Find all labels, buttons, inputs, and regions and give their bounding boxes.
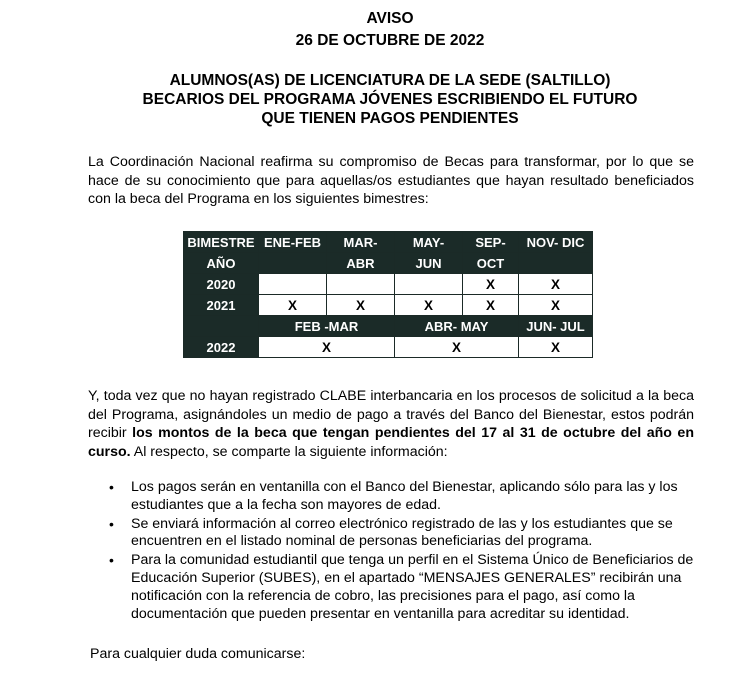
list-item-text: Se enviará información al correo electrónico registrado de las y los estudiantes que se encuentren en el listado nominal de personas beneficiarias del programa. bbox=[131, 515, 673, 550]
table-cell: X bbox=[463, 274, 519, 295]
header-cell: SEP- bbox=[463, 232, 519, 253]
info-bullet-list bbox=[106, 479, 696, 624]
header-cell: MAY- bbox=[395, 232, 463, 253]
table-cell: X bbox=[519, 274, 593, 295]
intro-paragraph: La Coordinación Nacional reafirma su compromiso de Becas para transformar, por lo que se hace de su conocimiento que para aquellas/os estudiantes que hayan resultado beneficiados con la beca del Programa en los siguientes bimestres: bbox=[88, 154, 694, 207]
table-row bbox=[184, 295, 593, 316]
payment-text-bold: los montos de la beca que tengan pendientes del 17 al 31 de octubre del año en curso. bbox=[88, 425, 694, 460]
list-item-text: Los pagos serán en ventanilla con el Banco del Bienestar, aplicando sólo para las y los estudiantes que a la fecha son mayores de edad. bbox=[131, 479, 678, 513]
table-header-row bbox=[184, 316, 593, 337]
year-cell: 2021 bbox=[184, 295, 259, 316]
header-cell bbox=[519, 253, 593, 274]
header-cell: JUN- JUL bbox=[519, 316, 593, 337]
table-cell bbox=[259, 274, 327, 295]
bullet-icon: • bbox=[109, 552, 114, 569]
contact-line: Para cualquier duda comunicarse: bbox=[90, 646, 306, 662]
table-header-row bbox=[184, 253, 593, 274]
header-cell: FEB -MAR bbox=[259, 316, 395, 337]
table-cell: X bbox=[395, 337, 519, 358]
table-cell bbox=[327, 274, 395, 295]
table-cell bbox=[395, 274, 463, 295]
title-line-1: ALUMNOS(AS) DE LICENCIATURA DE LA SEDE (SALTILLO) bbox=[169, 72, 611, 89]
header-cell: ABR bbox=[327, 253, 395, 274]
table-cell: X bbox=[519, 295, 593, 316]
table-row bbox=[184, 337, 593, 358]
header-cell: JUN bbox=[395, 253, 463, 274]
notice-title bbox=[0, 71, 746, 128]
table-cell: X bbox=[327, 295, 395, 316]
header-cell: OCT bbox=[463, 253, 519, 274]
header-cell bbox=[259, 253, 327, 274]
year-cell: 2022 bbox=[184, 337, 259, 358]
title-line-2: BECARIOS DEL PROGRAMA JÓVENES ESCRIBIENDO EL FUTURO bbox=[142, 91, 638, 108]
header-cell bbox=[184, 316, 259, 337]
list-item bbox=[106, 516, 696, 552]
payment-text-start: Y, toda vez que no hayan registrado CLABE interbancaria en los procesos de solicitud a la beca del Programa, asignándoles un medio de pago a través del Banco del Bienestar, estos podrán recibir bbox=[88, 388, 694, 441]
table-header-row bbox=[184, 232, 593, 253]
table-cell: X bbox=[519, 337, 593, 358]
notice-heading: AVISO bbox=[366, 10, 414, 27]
header-cell: ENE-FEB bbox=[259, 232, 327, 253]
table-cell: X bbox=[395, 295, 463, 316]
header-cell: BIMESTRE bbox=[184, 232, 259, 253]
bullet-icon: • bbox=[109, 479, 114, 495]
header-cell: AÑO bbox=[184, 253, 259, 274]
payment-paragraph bbox=[88, 387, 694, 461]
table-row bbox=[184, 274, 593, 295]
bimestres-table bbox=[183, 231, 593, 358]
year-cell: 2020 bbox=[184, 274, 259, 295]
table-cell: X bbox=[259, 337, 395, 358]
notice-date: 26 DE OCTUBRE DE 2022 bbox=[295, 32, 485, 49]
bullet-icon: • bbox=[109, 515, 114, 532]
payment-text-end: Al respecto, se comparte la siguiente información: bbox=[130, 443, 448, 460]
list-item bbox=[106, 552, 696, 623]
list-item bbox=[106, 479, 696, 515]
table-cell: X bbox=[463, 295, 519, 316]
title-line-3: QUE TIENEN PAGOS PENDIENTES bbox=[261, 110, 519, 127]
header-cell: MAR- bbox=[327, 232, 395, 253]
header-cell: NOV- DIC bbox=[519, 232, 593, 253]
list-item-text: Para la comunidad estudiantil que tenga un perfil en el Sistema Único de Beneficiarios de Educación Superior (SUBES), en el apartado “MENSAJES GENERALES” recibirán una notificación con la referencia de cobro, las precisiones para el pago, así como la documentación que pueden presentar en ventanilla para acreditar su identidad. bbox=[131, 552, 694, 622]
header-cell: ABR- MAY bbox=[395, 316, 519, 337]
table-cell: X bbox=[259, 295, 327, 316]
